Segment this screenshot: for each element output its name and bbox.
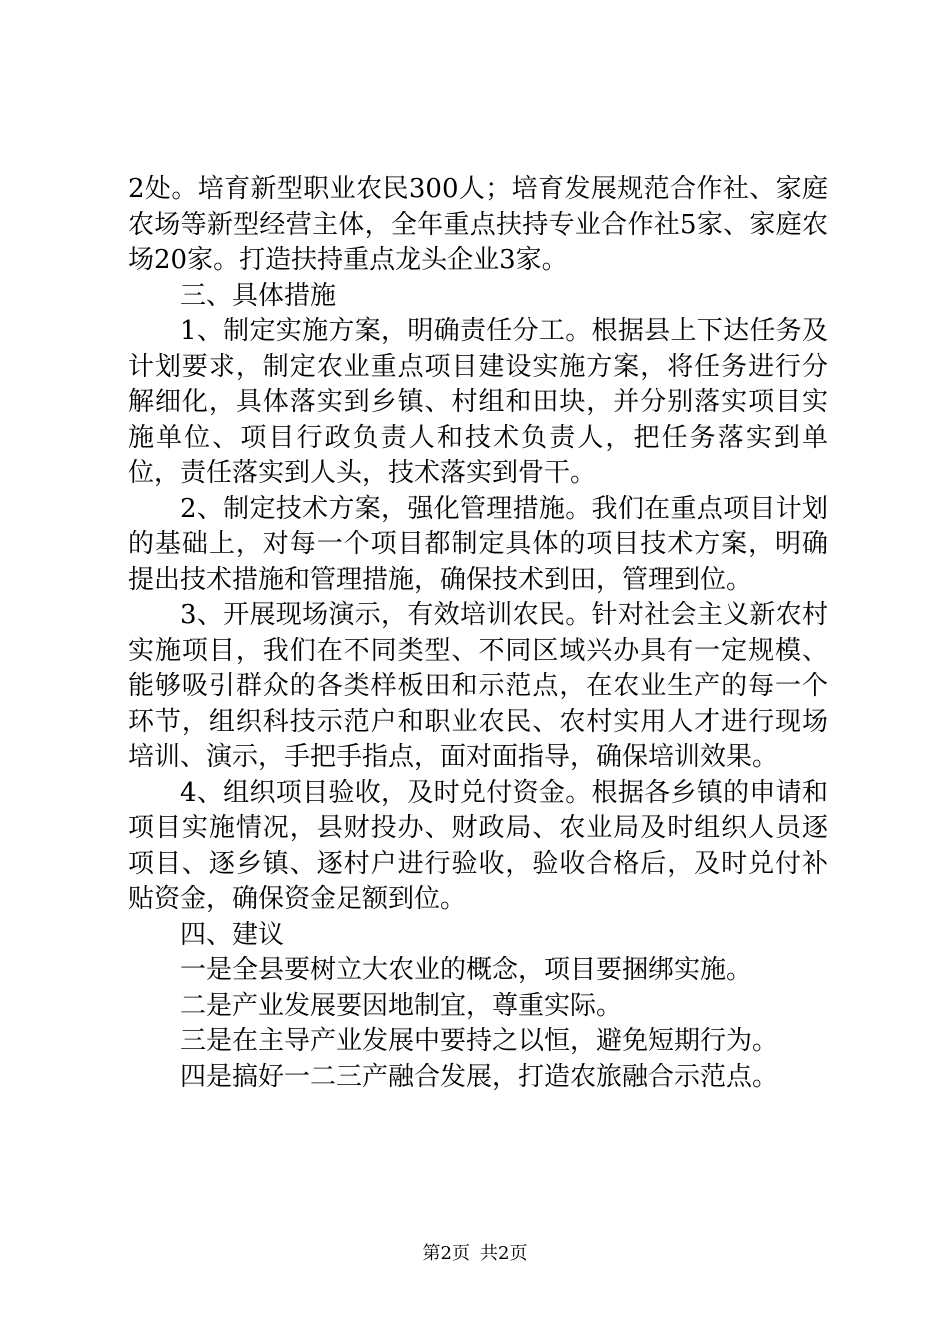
heading-specific-measures: 三、具体措施: [180, 280, 337, 311]
heading-suggestions: 四、建议: [180, 919, 285, 950]
paragraph-suggestion-1: 一是全县要树立大农业的概念，项目要捆绑实施。: [180, 955, 753, 985]
page-footer: [0, 1243, 950, 1265]
paragraph-suggestion-2: 二是产业发展要因地制宜，尊重实际。: [180, 990, 623, 1021]
paragraph-suggestion-4: 四是搞好一二三产融合发展，打造农旅融合示范点。: [180, 1061, 779, 1092]
paragraph-measure-1: 1、制定实施方案，明确责任分工。根据县上下达任务及计划要求，制定农业重点项目建设实施方案，将任务进行分解细化，具体落实到乡镇、村组和田块，并分别落实项目实施单位、项目行政负责人和技术负责人，把任务落实到单位，责任落实到人头，技术落实到骨干。: [128, 316, 828, 488]
page-number: 第2页: [422, 1243, 470, 1264]
paragraph-measure-3: 3、开展现场演示，有效培训农民。针对社会主义新农村实施项目，我们在不同类型、不同区域兴办具有一定规模、能够吸引群众的各类样板田和示范点，在农业生产的每一个环节，组织科技示范户和职业农民、农村实用人才进行现场培训、演示，手把手指点，面对面指导，确保培训效果。: [128, 600, 828, 772]
paragraph-suggestion-3: 三是在主导产业发展中要持之以恒，避免短期行为。: [180, 1026, 779, 1056]
paragraph-targets-continued: 2处。培育新型职业农民300人；培育发展规范合作社、家庭农场等新型经营主体，全年重点扶持专业合作社5家、家庭农场20家。打造扶持重点龙头企业3家。: [128, 174, 828, 275]
document-body: [128, 172, 828, 1095]
paragraph-measure-2: 2、制定技术方案，强化管理措施。我们在重点项目计划的基础上，对每一个项目都制定具体的项目技术方案，明确提出技术措施和管理措施，确保技术到田，管理到位。: [128, 493, 828, 595]
page-total: 共2页: [480, 1243, 528, 1264]
paragraph-measure-4: 4、组织项目验收，及时兑付资金。根据各乡镇的申请和项目实施情况，县财投办、财政局、农业局及时组织人员逐项目、逐乡镇、逐村户进行验收，验收合格后，及时兑付补贴资金，确保资金足额到位。: [128, 777, 828, 914]
